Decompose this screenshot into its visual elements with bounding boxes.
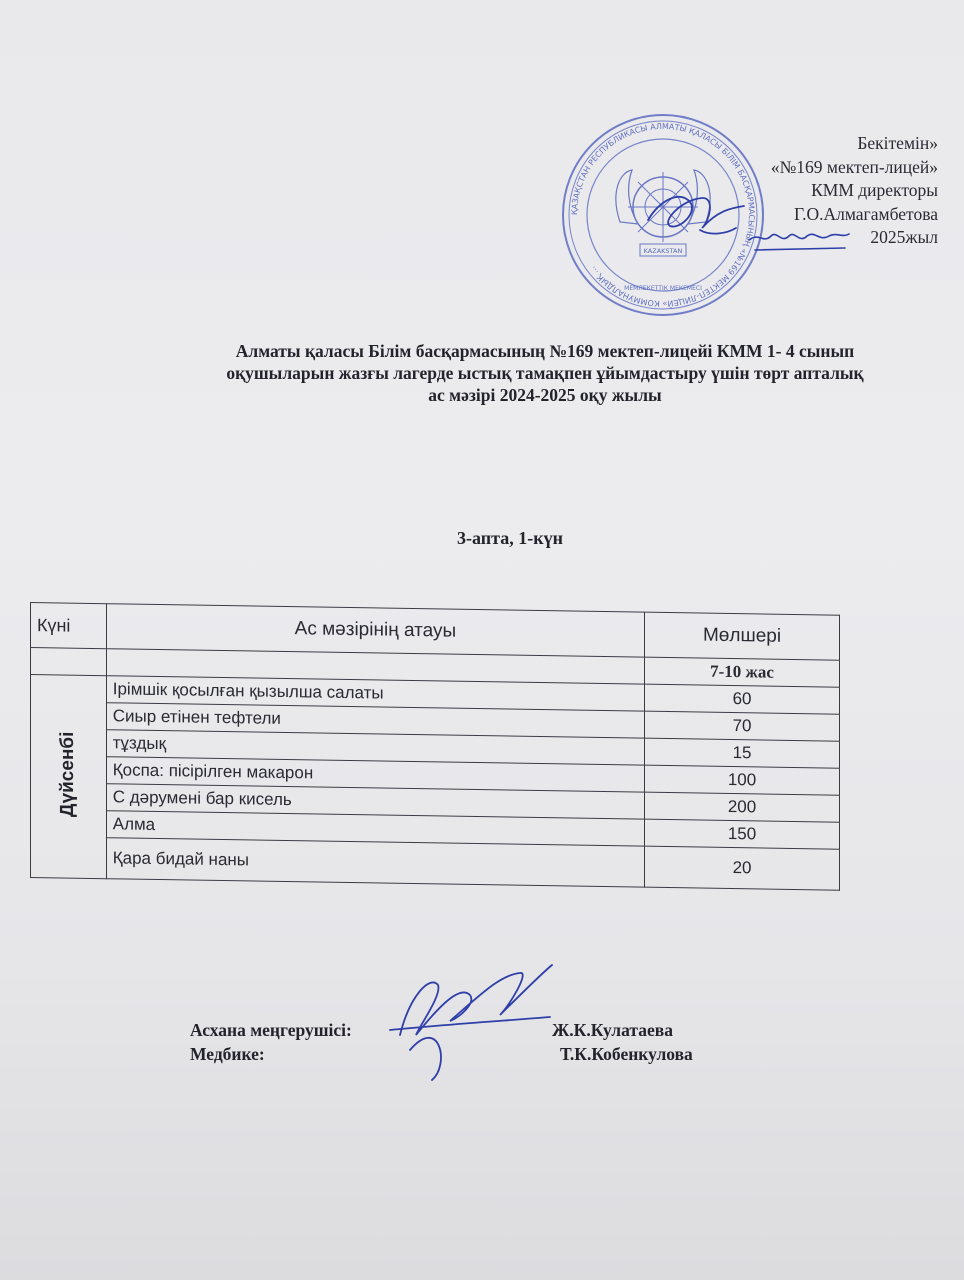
role-kitchen-head: Асхана меңгерушісі: [190,1020,352,1040]
dish-quantity: 70 [645,711,840,741]
day-cell [31,675,107,879]
age-group: 7-10 жас [645,657,840,687]
dish-name: тұздық [106,730,644,765]
approval-line-5: 2025жыл [870,227,938,247]
day-label: Дүйсенбі [57,731,79,817]
dish-quantity: 20 [645,846,840,890]
dish-name: Ірімшік қосылған қызылша салаты [106,676,644,711]
title-line-2: оқушыларын жазғы лагерде ыстық тамақпен ұйымдастыру үшін төрт апталық [226,363,864,383]
dish-name: Алма [106,811,644,846]
document-title [150,340,940,406]
header-name: Ас мәзірінің атауы [106,604,644,657]
dish-quantity: 150 [645,819,840,849]
dish-name: Қара бидай наны [106,838,644,887]
approval-line-3: КММ директоры [811,180,938,200]
seal-inner-text: МЕМЛЕКЕТТІК МЕКЕМЕСІ [624,285,702,292]
week-day-label: 3-апта, 1-күн [457,528,563,548]
signature-row-2 [190,1042,750,1066]
dish-name: С дәрумені бар кисель [106,784,644,819]
approval-line-2: «№169 мектеп-лицей» [770,156,938,177]
name-kitchen-head: Ж.К.Кулатаева [552,1020,673,1040]
header-day: Күні [31,603,107,649]
seal-center-band: KAZAKSTAN [643,247,683,255]
date-signature [745,218,855,258]
director-signature [640,180,760,250]
dish-name: Сиыр етінен тефтели [106,703,644,738]
dish-quantity: 200 [645,792,840,822]
dish-quantity: 100 [645,765,840,795]
approval-line-1: Бекітемін» [857,133,938,153]
signature-block [190,1018,750,1066]
approval-line-4: Г.О.Алмагамбетова [793,203,938,224]
header-qty: Мөлшері [645,612,840,660]
menu-table [30,602,840,891]
title-line-1: Алматы қаласы Білім басқармасының №169 мектеп-лицейі КММ 1- 4 сынып [235,341,855,361]
name-nurse: Т.К.Кобенкулова [560,1044,693,1064]
seal-outer-text: ҚАЗАҚСТАН РЕСПУБЛИКАСЫ АЛМАТЫ ҚАЛАСЫ БІЛІМ БАСҚАРМАСЫНЫҢ «№169 МЕКТЕП-ЛИЦЕЙ» КОММУНАЛДЫҚ ... [569,121,757,309]
title-line-3: ас мәзірі 2024-2025 оқу жылы [428,385,662,405]
role-nurse: Медбике: [190,1044,265,1064]
dish-quantity: 15 [645,738,840,768]
signature-row-1 [190,1018,750,1042]
dish-quantity: 60 [645,684,840,714]
dish-name: Қоспа: пісірілген макарон [106,757,644,792]
